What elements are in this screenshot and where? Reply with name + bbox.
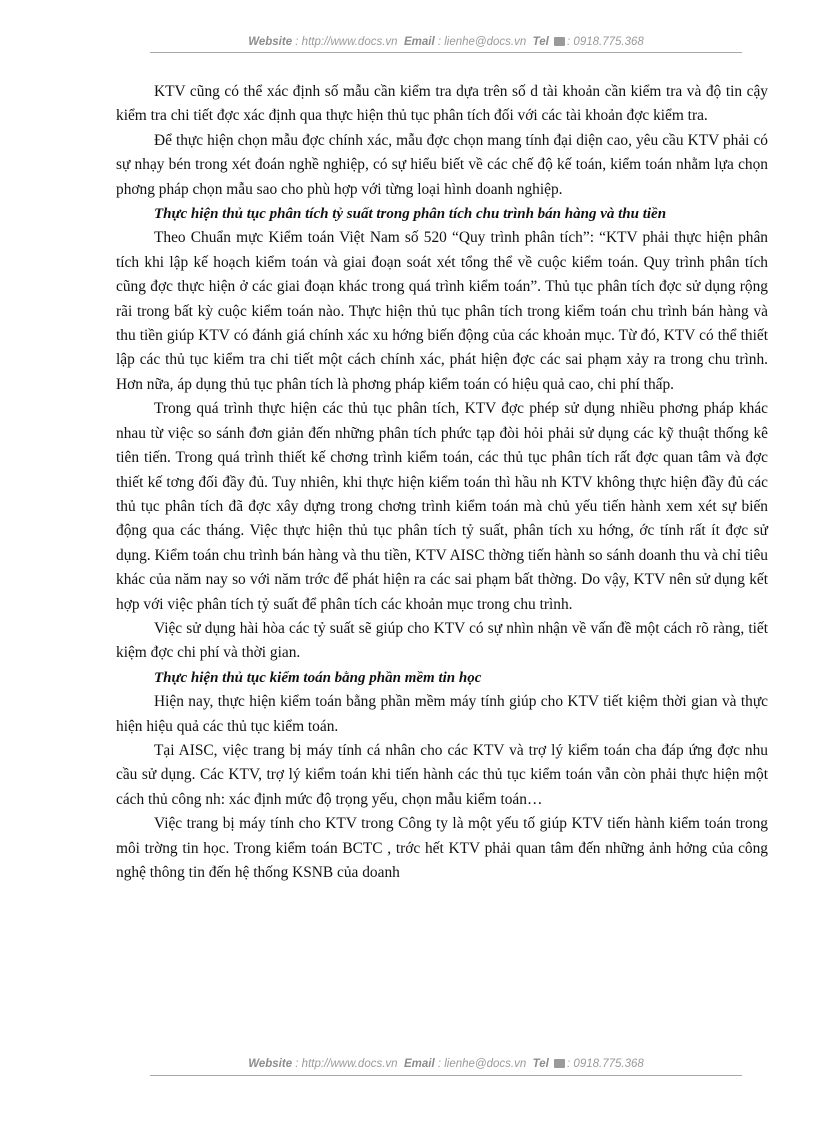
header-tel-label: Tel <box>532 36 549 48</box>
paragraph-software-benefit: Hiện nay, thực hiện kiểm toán bằng phần mềm máy tính giúp cho KTV tiết kiệm thời gian và thực hiện hiệu quả các thủ tục kiểm toán. <box>116 693 768 735</box>
page-header <box>150 36 742 48</box>
header-email-label: Email <box>403 36 435 48</box>
header-website-label: Website <box>248 36 293 48</box>
paragraph-sample-selection: Để thực hiện chọn mẫu đợc chính xác, mẫu đợc chọn mang tính đại diện cao, yêu cầu KTV phải có sự nhạy bén trong xét đoán nghề nghiệp, có sự hiểu biết về các chế độ kế toán, kiểm toán nhằm lựa chọn phơng pháp chọn mẫu sao cho phù hợp với từng loại hình doanh nghiệp. <box>116 131 768 198</box>
page-footer <box>150 1058 742 1070</box>
footer-email-value: : lienhe@docs.vn <box>437 1058 527 1070</box>
phone-icon <box>554 37 565 46</box>
footer-email-label: Email <box>403 1058 435 1070</box>
paragraph-sample-size: KTV cũng có thể xác định số mẫu cần kiểm tra dựa trên số d tài khoản cần kiểm tra và độ tin cậy kiểm tra chi tiết đợc xác định qua thực hiện thủ tục phân tích đối với các tài khoản đợc kiểm tra. <box>116 83 768 125</box>
paragraph-aisc-computers: Tại AISC, việc trang bị máy tính cá nhân cho các KTV và trợ lý kiểm toán cha đáp ứng đợc nhu cầu sử dụng. Các KTV, trợ lý kiểm toán khi tiến hành các thủ tục kiểm toán vẫn còn phải thực hiện một cách thủ công nh: xác định mức độ trọng yếu, chọn mẫu kiểm toán… <box>116 741 768 808</box>
section-heading-ratio-analysis: Thực hiện thủ tục phân tích tỷ suất trong phân tích chu trình bán hàng và thu tiền <box>154 206 667 223</box>
header-tel-value: : 0918.775.368 <box>567 36 644 48</box>
paragraph-analytical-procedures: Trong quá trình thực hiện các thủ tục phân tích, KTV đợc phép sử dụng nhiều phơng pháp khác nhau từ việc so sánh đơn giản đến những phân tích phức tạp đòi hỏi phải sử dụng các kỹ thuật thống kê tiên tiến. Trong quá trình thiết kế chơng trình kiểm toán, các thủ tục phân tích rất đợc quan tâm và đợc thiết kế tơng đối đầy đủ. Tuy nhiên, khi thực hiện kiểm toán thì hầu nh KTV không thực hiện đầy đủ các thủ tục phân tích đã đợc xây dựng trong chơng trình kiểm toán mà chủ yếu tiến hành xem xét sự biến động qua các tháng. Việc thực hiện thủ tục phân tích tỷ suất, phân tích xu hớng, ớc tính rất ít đợc sử dụng. Kiểm toán chu trình bán hàng và thu tiền, KTV AISC thờng tiến hành so sánh doanh thu và chỉ tiêu khác của năm nay so với năm trớc để phát hiện ra các sai phạm bất thờng. Do vậy, KTV nên sử dụng kết hợp với việc phân tích tỷ suất để phân tích các khoản mục trong chu trình. <box>116 400 768 613</box>
paragraph-it-environment: Việc trang bị máy tính cho KTV trong Công ty là một yếu tố giúp KTV tiến hành kiểm toán trong môi trờng tin học. Trong kiểm toán BCTC , trớc hết KTV phải quan tâm đến những ảnh hởng của công nghệ thông tin đến hệ thống KSNB của doanh <box>116 815 768 881</box>
footer-website-label: Website <box>248 1058 293 1070</box>
document-body <box>116 80 768 885</box>
paragraph-standard-520: Theo Chuẩn mực Kiểm toán Việt Nam số 520 “Quy trình phân tích”: “KTV phải thực hiện phân tích khi lập kế hoạch kiểm toán và giai đoạn soát xét tổng thể về cuộc kiểm toán. Quy trình phân tích cũng đợc thực hiện ở các giai đoạn khác trong quá trình kiểm toán”. Thủ tục phân tích đợc sử dụng rộng rãi trong bất kỳ cuộc kiểm toán nào. Thực hiện thủ tục phân tích trong kiểm toán chu trình bán hàng và thu tiền giúp KTV có đánh giá chính xác xu hớng biến động của các khoản mục. Từ đó, KTV có thể thiết lập các thủ tục kiểm tra chi tiết một cách chính xác, phát hiện đợc các sai phạm xảy ra trong chu trình. Hơn nữa, áp dụng thủ tục phân tích là phơng pháp kiểm toán có hiệu quả cao, chi phí thấp. <box>116 229 768 393</box>
footer-tel-label: Tel <box>532 1058 549 1070</box>
phone-icon <box>554 1059 565 1068</box>
paragraph-ratio-use: Việc sử dụng hài hòa các tỷ suất sẽ giúp cho KTV có sự nhìn nhận về vấn đề một cách rõ ràng, tiết kiệm đợc chi phí và thời gian. <box>116 619 768 662</box>
footer-website-value: : http://www.docs.vn <box>295 1058 398 1070</box>
header-email-value: : lienhe@docs.vn <box>437 36 527 48</box>
section-heading-software-audit: Thực hiện thủ tục kiểm toán bằng phần mềm tin học <box>154 669 482 686</box>
footer-tel-value: : 0918.775.368 <box>567 1058 644 1070</box>
header-divider <box>150 52 742 53</box>
header-website-value: : http://www.docs.vn <box>295 36 398 48</box>
footer-divider <box>150 1075 742 1076</box>
